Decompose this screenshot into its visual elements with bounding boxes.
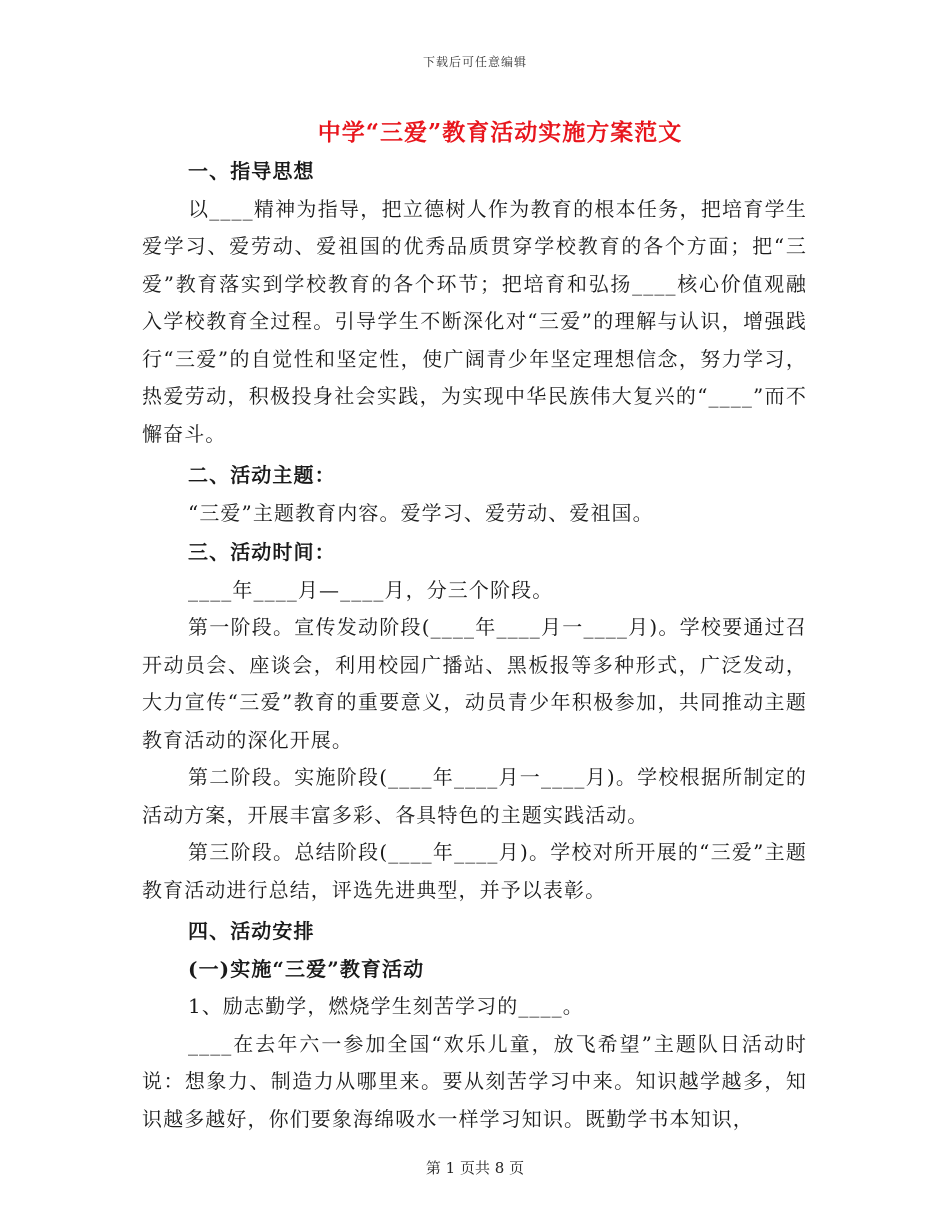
header-note: 下载后可任意编辑	[422, 55, 527, 69]
page-number-footer: 第 1 页共 8 页	[425, 1159, 525, 1177]
paragraph-time-overview: ____年____月—____月，分三个阶段。	[188, 577, 554, 602]
list-item-study-hard: 1、励志勤学，燃烧学生刻苦学习的____。	[188, 994, 584, 1018]
document-body	[142, 153, 807, 1138]
paragraph-stage-three: 第三阶段。总结阶段(____年____月)。学校对所开展的“三爱”主题教育活动进行总结，评选先进典型，并予以表彰。	[142, 840, 807, 902]
subsection-heading-implementation: (一)实施“三爱”教育活动	[188, 956, 425, 981]
section-heading-arrangement: 四、活动安排	[188, 919, 315, 943]
paragraph-stage-two: 第二阶段。实施阶段(____年____月一____月)。学校根据所制定的活动方案，开展丰富多彩、各具特色的主题实践活动。	[142, 765, 807, 827]
section-heading-theme: 二、活动主题：	[188, 463, 336, 487]
paragraph-stage-one: 第一阶段。宣传发动阶段(____年____月一____月)。学校要通过召开动员会、座谈会，利用校园广播站、黑板报等多种形式，广泛发动，大力宣传“三爱”教育的重要意义，动员青少年积极参加，共同推动主题教育活动的深化开展。	[142, 615, 807, 752]
paragraph-theme: “三爱”主题教育内容。爱学习、爱劳动、爱祖国。	[188, 500, 654, 525]
paragraph-study-hard: ____在去年六一参加全国“欢乐儿童，放飞希望”主题队日活动时说：想象力、制造力从哪里来。要从刻苦学习中来。知识越学越多，知识越多越好，你们要象海绵吸水一样学习知识。既勤学书本知识，	[142, 1031, 807, 1131]
section-heading-time: 三、活动时间：	[188, 540, 336, 564]
paragraph-guiding-ideology: 以____精神为指导，把立德树人作为教育的根本任务，把培育学生爱学习、爱劳动、爱祖国的优秀品质贯穿学校教育的各个方面；把“三爱”教育落实到学校教育的各个环节；把培育和弘扬____核心价值观融入学校教育全过程。引导学生不断深化对“三爱”的理解与认识，增强践行“三爱”的自觉性和坚定性，使广阔青少年坚定理想信念，努力学习，热爱劳动，积极投身社会实践，为实现中华民族伟大复兴的“____”而不懈奋斗。	[142, 196, 807, 446]
section-heading-guiding-ideology: 一、指导思想	[188, 159, 315, 183]
document-title: 中学“三爱”教育活动实施方案范文	[317, 119, 683, 146]
